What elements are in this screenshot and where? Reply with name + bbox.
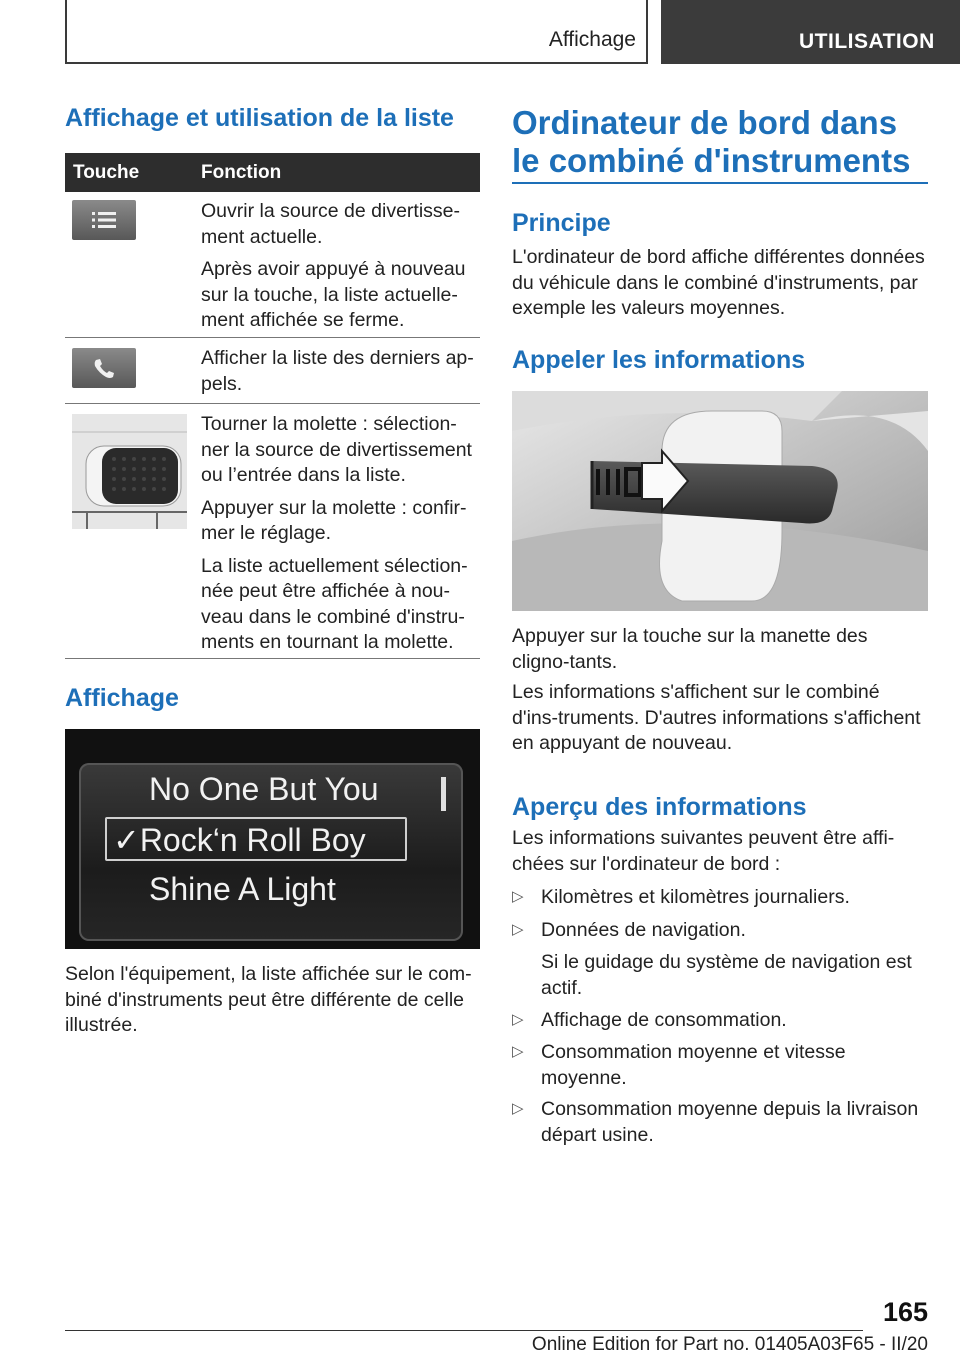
list-usage-heading: Affichage et utilisation de la liste (65, 104, 454, 132)
function-line: Tourner la molette : sélection-ner la source de divertissement ou l’entrée dans la liste. (201, 413, 472, 486)
display-note: Selon l'équipement, la liste affichée sur le com-biné d'instruments peut être différente de celle illustrée. (65, 963, 472, 1036)
bullet-text: Kilomètres et kilomètres journaliers. (541, 886, 850, 908)
table-row (65, 338, 480, 404)
page-number: 165 (882, 1297, 928, 1327)
row-function-text (201, 412, 476, 663)
display-screenshot (65, 729, 480, 949)
table-header-key: Touche (73, 162, 140, 183)
list-icon-glyph (72, 200, 136, 240)
bullet-triangle-icon: ▷ (512, 921, 524, 938)
table-header (65, 153, 480, 192)
controls-table (65, 153, 480, 659)
thumbwheel-image (72, 414, 187, 529)
display-list-item: No One But You (149, 771, 379, 807)
bullet-triangle-icon: ▷ (512, 1100, 524, 1117)
table-row (65, 192, 480, 338)
edition-footer: Online Edition for Part no. 01405A03F65 - II/20 (531, 1334, 928, 1355)
display-list-item-selected: ✓Rock‘n Roll Boy (113, 822, 366, 858)
principle-heading: Principe (512, 209, 611, 237)
bullet-text: Données de navigation. (541, 919, 746, 941)
bullet-triangle-icon: ▷ (512, 888, 524, 905)
bullet-text: Consommation moyenne et vitesse moyenne. (541, 1041, 846, 1089)
bullet-subnote-text: Si le guidage du système de navigation est actif. (541, 951, 912, 999)
phone-icon-glyph (72, 348, 136, 388)
bullet-triangle-icon: ▷ (512, 1011, 524, 1028)
function-line: Appuyer sur la molette : confir-mer le réglage. (201, 496, 467, 544)
lever-illustration (512, 391, 928, 611)
footer-divider (65, 1330, 863, 1331)
table-header-function: Fonction (201, 162, 282, 183)
overview-heading: Aperçu des informations (512, 793, 807, 821)
row-function-text (201, 199, 476, 341)
header-section-title: Affichage (548, 28, 636, 51)
list-icon (72, 200, 136, 240)
overview-intro: Les informations suivantes peuvent être affi-chées sur l'ordinateur de bord : (512, 827, 895, 875)
row-function-text (201, 346, 476, 404)
display-scrollbar (441, 777, 446, 811)
display-heading: Affichage (65, 684, 179, 712)
thumbwheel-illustration (72, 414, 187, 529)
header-chapter-tab: UTILISATION (661, 0, 960, 64)
function-line: Après avoir appuyé à nouveau sur la touche, la liste actuelle-ment affichée se ferme. (201, 258, 466, 331)
bullet-text: Consommation moyenne depuis la livraison départ usine. (541, 1098, 919, 1146)
function-line: Afficher la liste des derniers ap-pels. (201, 347, 474, 395)
display-list-item: Shine A Light (149, 871, 336, 907)
call-info-text-1: Appuyer sur la touche sur la manette des cligno-tants. (512, 625, 868, 673)
onboard-computer-title: Ordinateur de bord dans le combiné d'instruments (512, 104, 911, 179)
function-line: Ouvrir la source de divertisse-ment actuelle. (201, 200, 461, 248)
call-info-heading: Appeler les informations (512, 346, 806, 374)
principle-text: L'ordinateur de bord affiche différentes données du véhicule dans le combiné d'instruments, par exemple les valeurs moyennes. (512, 246, 925, 319)
table-row (65, 404, 480, 659)
function-line: La liste actuellement sélection-née peut être affichée à nou-veau dans le combiné d'instru-ments en tournant la molette. (201, 554, 468, 653)
turn-signal-lever-image (512, 391, 928, 611)
bullet-text: Affichage de consommation. (541, 1009, 787, 1031)
title-underline (512, 182, 928, 184)
phone-icon (72, 348, 136, 388)
bullet-triangle-icon: ▷ (512, 1043, 524, 1060)
call-info-text-2: Les informations s'affichent sur le combiné d'ins-truments. D'autres informations s'affichent en appuyant de nouveau. (512, 681, 921, 754)
